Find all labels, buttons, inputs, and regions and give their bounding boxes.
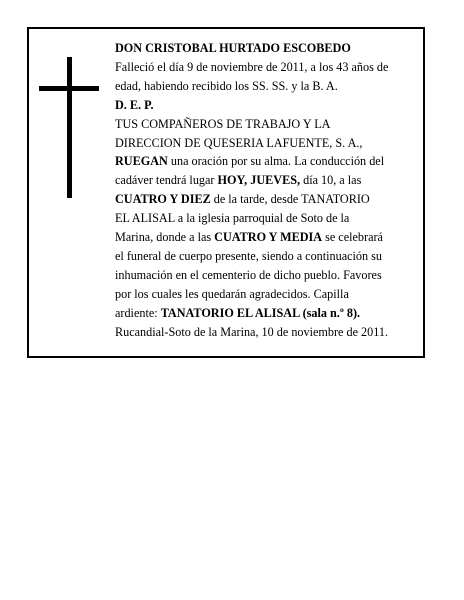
funeral-time-line: [115, 228, 425, 247]
obituary-text: [115, 39, 425, 342]
chapel-location: TANATORIO EL ALISAL (sala n.º 8).: [160, 305, 361, 320]
time-line: [115, 190, 425, 209]
death-details-line: Falleció el día 9 de noviembre de 2011, a los 43 años de: [115, 59, 389, 74]
day-text: HOY, JUEVES,: [217, 173, 301, 188]
burial-line: inhumación en el cementerio de dicho pueblo. Favores: [115, 267, 382, 282]
obituary-notice: [27, 27, 425, 358]
chapel-label: ardiente:: [115, 305, 161, 320]
prayer-line: [115, 152, 425, 171]
church-line: EL ALISAL a la iglesia parroquial de Soto de la: [115, 211, 350, 226]
procession-text: cadáver tendrá lugar: [115, 173, 218, 188]
company-line: DIRECCION DE QUESERIA LAFUENTE, S. A.,: [115, 135, 363, 150]
sacraments-line: edad, habiendo recibido los SS. SS. y la B. A.: [115, 78, 338, 93]
date-text: día 10, a las: [300, 173, 362, 188]
prayer-text: una oración por su alma. La conducción del: [167, 154, 385, 169]
chapel-line: [115, 304, 425, 323]
ruegan-text: RUEGAN: [115, 154, 168, 169]
dep-heading: D. E. P.: [115, 97, 154, 112]
funeral-time: CUATRO Y MEDIA: [214, 230, 323, 245]
funeral-text: se celebrará: [322, 230, 383, 245]
place-date-footer: Rucandial-Soto de la Marina, 10 de noviembre de 2011.: [115, 324, 389, 339]
deceased-name: DON CRISTOBAL HURTADO ESCOBEDO: [115, 41, 351, 55]
thanks-line: por los cuales les quedarán agradecidos. Capilla: [115, 286, 349, 301]
coworkers-line: TUS COMPAÑEROS DE TRABAJO Y LA: [115, 116, 331, 131]
funeral-line: el funeral de cuerpo presente, siendo a continuación su: [115, 248, 383, 263]
cross-icon: [67, 57, 72, 198]
procession-line: [115, 171, 425, 190]
funeral-place: Marina, donde a las: [115, 230, 215, 245]
departure-time: CUATRO Y DIEZ: [115, 192, 211, 207]
cross-icon-bar: [39, 86, 99, 91]
departure-place: de la tarde, desde TANATORIO: [210, 192, 370, 207]
